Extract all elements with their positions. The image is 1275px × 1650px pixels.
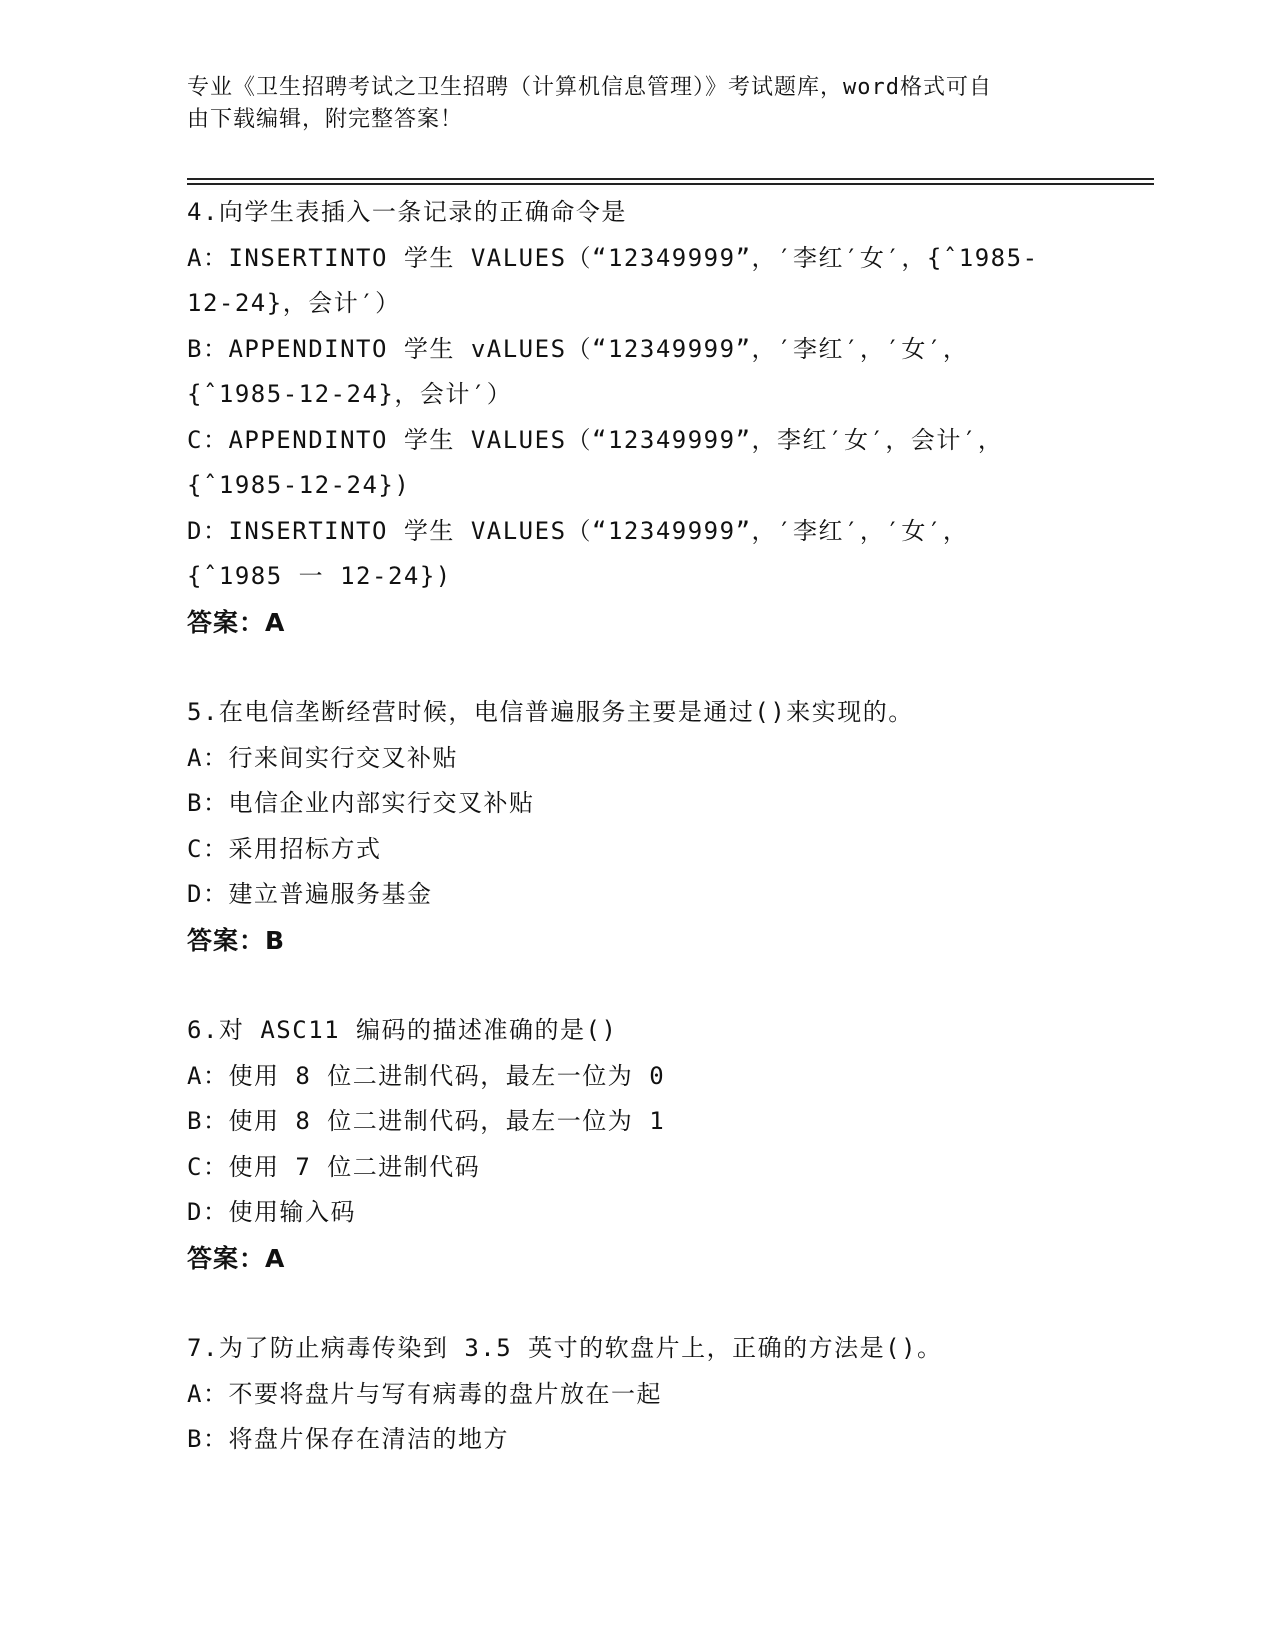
question-5 bbox=[187, 690, 1087, 963]
document-header bbox=[187, 72, 1067, 136]
question-6 bbox=[187, 1008, 1087, 1281]
question-stem: 4.向学生表插入一条记录的正确命令是 bbox=[187, 198, 627, 226]
header-line: 专业《卫生招聘考试之卫生招聘（计算机信息管理）》考试题库，word格式可自 bbox=[187, 75, 992, 100]
option-d: D：使用输入码 bbox=[187, 1198, 356, 1226]
option-d: D：INSERTINTO 学生 VALUES（“12349999”，′李红′，′女′， bbox=[187, 516, 969, 545]
option-b-continued: {ˆ1985-12-24}，会计′） bbox=[187, 380, 513, 408]
option-c: C：采用招标方式 bbox=[187, 834, 382, 863]
option-c-continued: {ˆ1985-12-24}) bbox=[187, 471, 411, 499]
question-stem: 6.对 ASC11 编码的描述准确的是() bbox=[187, 1016, 618, 1044]
header-divider-top bbox=[187, 178, 1154, 180]
option-a-continued: 12-24}，会计′） bbox=[187, 289, 401, 317]
option-a: A：INSERTINTO 学生 VALUES（“12349999”，′李红′女′，{ˆ1985- bbox=[187, 243, 1039, 272]
question-stem: 7.为了防止病毒传染到 3.5 英寸的软盘片上，正确的方法是()。 bbox=[187, 1334, 943, 1362]
option-a: A：不要将盘片与写有病毒的盘片放在一起 bbox=[187, 1379, 662, 1408]
answer-label: 答案：B bbox=[187, 925, 286, 955]
header-line: 由下载编辑，附完整答案！ bbox=[187, 107, 464, 132]
answer-label: 答案：A bbox=[187, 607, 286, 637]
option-b: B：电信企业内部实行交叉补贴 bbox=[187, 789, 535, 817]
question-stem: 5.在电信垄断经营时候，电信普遍服务主要是通过()来实现的。 bbox=[187, 698, 914, 726]
option-b: B：将盘片保存在清洁的地方 bbox=[187, 1425, 509, 1453]
header-divider-bottom bbox=[187, 183, 1154, 185]
option-c: C：APPENDINTO 学生 VALUES（“12349999”，李红′女′，会计′， bbox=[187, 425, 1004, 454]
question-list bbox=[187, 190, 1087, 1463]
option-a: A：行来间实行交叉补贴 bbox=[187, 743, 458, 772]
option-a: A：使用 8 位二进制代码，最左一位为 0 bbox=[187, 1061, 666, 1090]
option-b: B：使用 8 位二进制代码，最左一位为 1 bbox=[187, 1107, 666, 1135]
question-4 bbox=[187, 190, 1087, 645]
option-c: C：使用 7 位二进制代码 bbox=[187, 1152, 481, 1181]
option-d-continued: {ˆ1985 一 12-24}) bbox=[187, 562, 452, 590]
answer-label: 答案：A bbox=[187, 1243, 286, 1273]
option-b: B：APPENDINTO 学生 vALUES（“12349999”，′李红′，′女′， bbox=[187, 334, 969, 363]
option-d: D：建立普遍服务基金 bbox=[187, 880, 433, 908]
question-7 bbox=[187, 1326, 1087, 1463]
